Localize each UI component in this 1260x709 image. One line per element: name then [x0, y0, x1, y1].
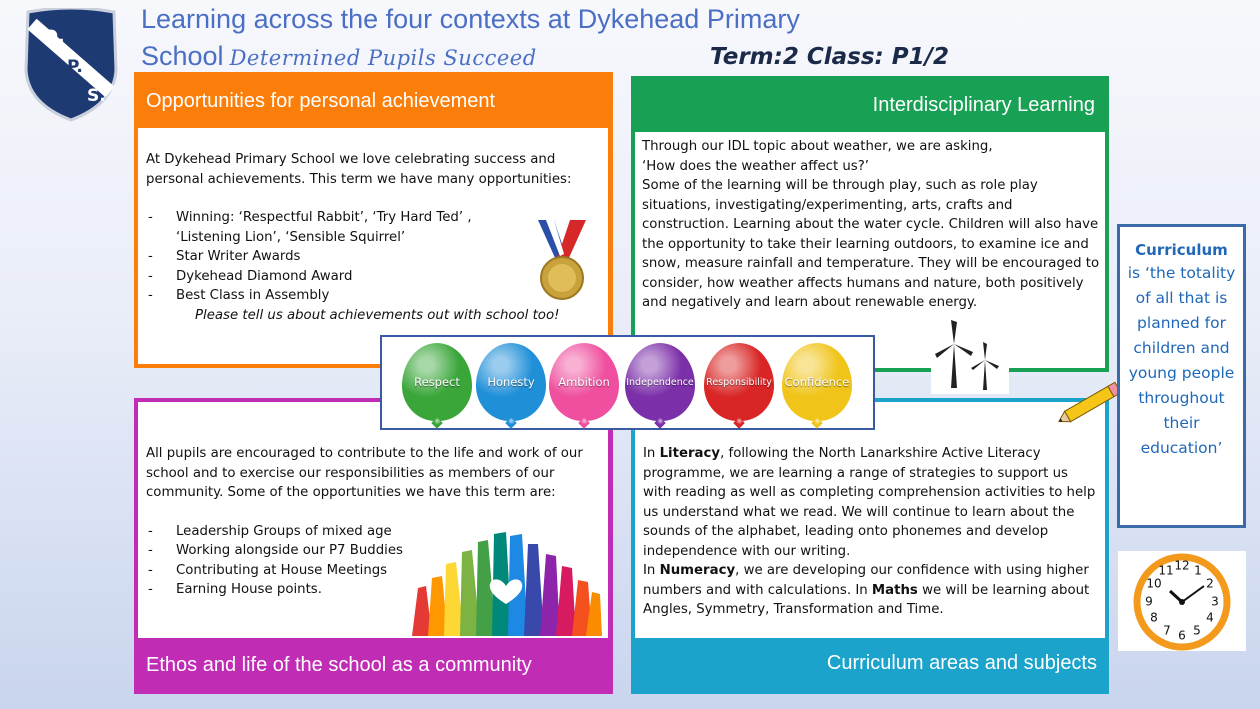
interdisciplinary-learning-body: [635, 132, 1105, 368]
idl-line-2: ‘How does the weather affect us?’: [642, 158, 870, 174]
clock-number-4: 4: [1206, 610, 1214, 625]
idl-line-1: Through our IDL topic about weather, we are asking,: [642, 139, 993, 154]
personal-note: Please tell us about achievements out with school too!: [195, 307, 560, 323]
personal-achievement-title: Opportunities for personal achievement: [146, 90, 496, 112]
literacy-text: In Literacy, following the North Lanarkshire Active Literacy programme, we are learning a range of strategies to support us with reading as well as completing comprehension activities to help us understand what we read. We will continue to learn about the sounds of the alphabet, leading onto phonemes and develop independence with our writing.: [643, 446, 1096, 559]
list-item: - Earning House points.: [146, 580, 608, 600]
school-values-banner: [380, 335, 875, 430]
numeracy-text: In Numeracy, we are developing our confidence with using higher numbers and with calculations. In Maths we will be learning about Angles, Symmetry, Transformation and Time.: [643, 563, 1090, 617]
clock-number-9: 9: [1145, 594, 1153, 609]
logo-letter-p: P.: [67, 57, 83, 77]
list-item: - Star Writer Awards: [146, 247, 608, 267]
clock-number-3: 3: [1211, 594, 1219, 609]
logo-letter-d: D.: [44, 27, 65, 47]
clock-number-7: 7: [1163, 623, 1171, 638]
medal-icon: [532, 218, 592, 304]
clock-number-11: 11: [1158, 563, 1174, 578]
page-title-line-2: [141, 41, 537, 72]
ethos-community-panel: [134, 398, 613, 694]
page-title-school: School: [141, 41, 224, 71]
ethos-intro: All pupils are encouraged to contribute to the life and work of our school and to exercise our responsibilities as members of our community. Some of the opportunities we have this term are:: [146, 446, 583, 500]
logo-letter-s: S.: [87, 86, 106, 106]
list-item: - Best Class in Assembly: [146, 286, 608, 306]
curriculum-areas-panel: [631, 398, 1109, 694]
page-title-line-1: Learning across the four contexts at Dykehead Primary: [141, 4, 800, 34]
clock-icon: [1118, 551, 1246, 651]
balloon-responsibility: Responsibility: [704, 343, 774, 421]
interdisciplinary-learning-panel: [631, 76, 1109, 372]
idl-body: Some of the learning will be through play, such as role play situations, investigating/experimenting, arts, crafts and construction. Learning about the water cycle. Children will also have the opportunity to take their learning outdoors, to examine ice and snow, measure rainfall and temperature. They will be encouraged to consider, how weather affects humans and nature, both positively and negatively and learn about renewable energy.: [642, 178, 1100, 310]
wind-turbine-icon: [931, 316, 1009, 394]
list-item: - Leadership Groups of mixed age: [146, 522, 608, 542]
clock-number-5: 5: [1193, 623, 1201, 638]
list-item: - Winning: ‘Respectful Rabbit’, ‘Try Hard Ted’ , ‘Listening Lion’, ‘Sensible Squirrel’: [146, 208, 608, 247]
term-class-label: Term:2 Class: P1/2: [710, 44, 949, 70]
clock-number-12: 12: [1174, 558, 1190, 573]
personal-intro: At Dykehead Primary School we love celebrating success and personal achievements. This term we have many opportunities:: [146, 152, 572, 187]
list-item: - Dykehead Diamond Award: [146, 267, 608, 287]
ethos-community-title: Ethos and life of the school as a community: [146, 654, 532, 676]
curriculum-definition-text: is ‘the totality of all that is planned for children and young people throughout their education’: [1127, 264, 1236, 457]
balloon-independence: Independence: [625, 343, 695, 421]
clock-number-8: 8: [1150, 610, 1158, 625]
clock-number-6: 6: [1178, 628, 1186, 643]
list-item: - Working alongside our P7 Buddies: [146, 541, 608, 561]
balloon-honesty: Honesty: [476, 343, 546, 421]
school-crest-logo: [22, 8, 120, 122]
personal-achievement-panel: [134, 72, 613, 368]
curriculum-definition-box: [1117, 224, 1246, 528]
balloon-ambition: Ambition: [549, 343, 619, 421]
clock-number-2: 2: [1206, 576, 1214, 591]
clock-number-10: 10: [1146, 576, 1162, 591]
list-item: - Contributing at House Meetings: [146, 561, 608, 581]
clock-number-1: 1: [1194, 563, 1202, 578]
balloon-confidence: Confidence: [782, 343, 852, 421]
curriculum-areas-body: [635, 402, 1105, 638]
curriculum-definition-title: Curriculum: [1135, 241, 1228, 259]
personal-achievement-body: [138, 128, 608, 364]
ethos-community-body: [138, 402, 608, 638]
raised-hands-heart-icon: [410, 530, 602, 636]
clock-image: [1118, 551, 1246, 651]
interdisciplinary-learning-title: Interdisciplinary Learning: [872, 94, 1095, 116]
curriculum-areas-title: Curriculum areas and subjects: [826, 652, 1097, 674]
school-motto: Determined Pupils Succeed: [229, 46, 537, 70]
balloon-respect: Respect: [402, 343, 472, 421]
